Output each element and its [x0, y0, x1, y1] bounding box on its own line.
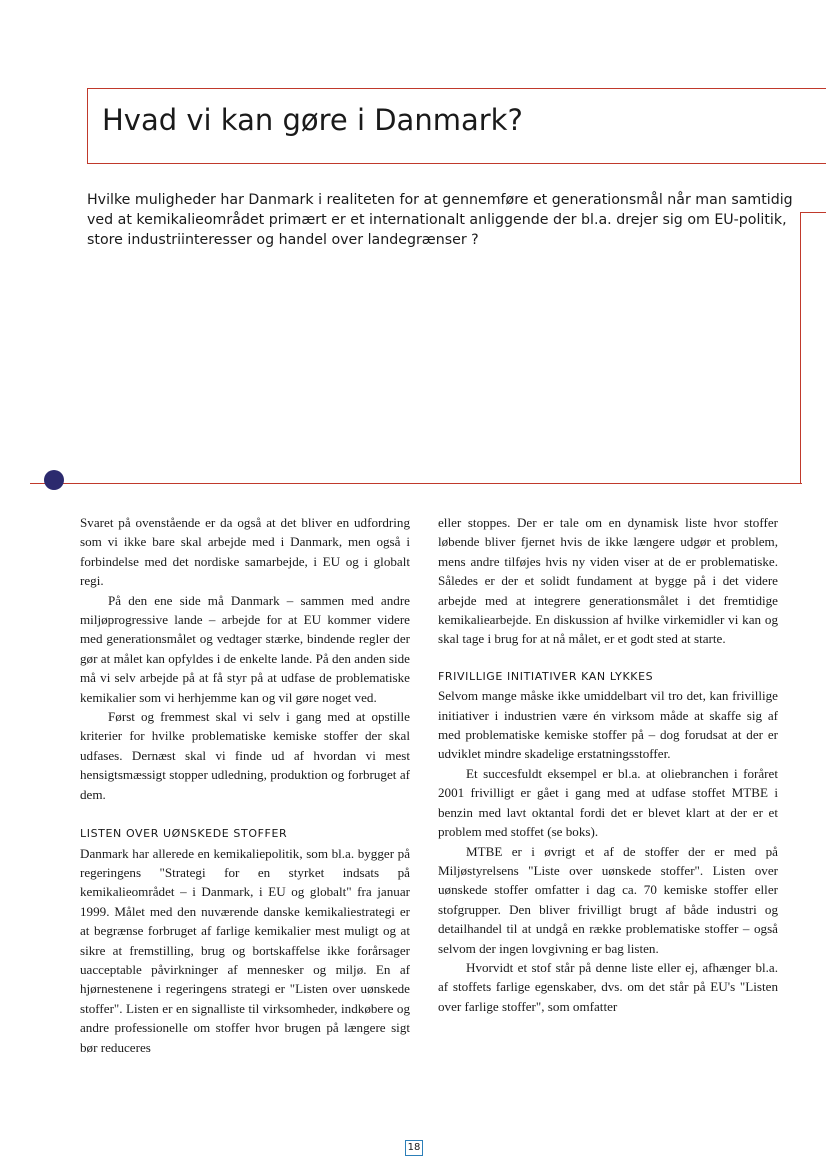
section-heading: LISTEN OVER UØNSKEDE STOFFER	[80, 827, 288, 841]
body-paragraph: Hvorvidt et stof står på denne liste eller ej, afhænger bl.a. af stoffets farlige egenskaber, dvs. om det står på EU's "Listen over farlige stoffer", som omfatter	[438, 959, 778, 1014]
right-column	[438, 513, 778, 1016]
body-paragraph: eller stoppes. Der er tale om en dynamisk liste hvor stoffer løbende bliver fjernet hvis de ikke længere udgør et problem, mens andre tilføjes hvis ny viden viser at de er problematiske. Således er der et solidt fundament at bygge på i det videre arbejde med at integrere generationsmålet i det fremtidige kemikaliearbejde. En diskussion af hvilke virkemidler vi kan og skal tage i brug for at nå målet, er et godt sted at starte.	[438, 515, 778, 647]
body-paragraph: På den ene side må Danmark – sammen med andre miljøprogressive lande – arbejde for at EU kommer videre med generationsmålet og vedtager stærke, bindende regler der gør at målet kan opfyldes i de enkelte lande. På den anden side må vi selv arbejde på at få styr på at udfase de problematiske kemikalier som vi herhjemme kan og vil gøre noget ved.	[80, 592, 410, 705]
intro-line: ved at kemikalieområdet primært er et internationalt anliggende der bl.a. drejer sig om EU-politik,	[87, 212, 787, 228]
page-number: 18	[405, 1140, 423, 1156]
section-heading: FRIVILLIGE INITIATIVER KAN LYKKES	[438, 669, 654, 683]
frame-bottom-rule	[30, 483, 802, 484]
intro-text	[87, 190, 793, 250]
body-paragraph: Svaret på ovenstående er da også at det bliver en udfordring som vi ikke bare skal arbejde med i Danmark, men også i forbindelse med det nordiske samarbejde, i EU og i globalt regi.	[80, 515, 410, 589]
body-paragraph: Først og fremmest skal vi selv i gang med at opstille kriterier for hvilke problematiske kemiske stoffer der skal udfases. Dernæst skal vi finde ud af hvordan vi mest hensigtsmæssigt stopper udledning, produktion og forbruget af dem.	[80, 709, 410, 802]
body-paragraph: Danmark har allerede en kemikaliepolitik, som bl.a. bygger på regeringens "Strategi for en styrket indsats på kemikalieområdet – i Danmark, i EU og globalt" fra januar 1999. Målet med den nuværende danske kemikaliestrategi er at begrænse forbruget af farlige kemikalier mest muligt og at sikre at fremstilling, brug og bortskaffelse ikke forårsager uacceptable påvirkninger af mennesker og miljø. En af hjørnestenene i regeringens strategi er "Listen over uønskede stoffer". Listen er en signalliste til virksomheder, indkøbere og andre professionelle om stoffer hvor brugen på længere sigt bør reduceres	[80, 845, 410, 1055]
body-paragraph: Et succesfuldt eksempel er bl.a. at oliebranchen i foråret 2001 frivilligt er gået i gang med at udfase stoffet MTBE i benzin med lavt oktantal fordi det er blevet klart at der er et problem med stoffet (se boks).	[438, 765, 778, 840]
intro-line: Hvilke muligheder har Danmark i realiteten for at gennemføre et generationsmål når man samtidig	[87, 192, 793, 208]
title-box	[87, 88, 826, 164]
left-column	[80, 513, 410, 1057]
body-paragraph: MTBE er i øvrigt et af de stoffer der er med på Miljøstyrelsens "Liste over uønskede stoffer". Listen over uønskede stoffer omfatter i dag ca. 70 kemiske stoffer eller stofgrupper. Den bliver frivilligt brugt af både industri og detailhandel til at undgå en række problematiske stoffer – også selvom der ingen lovgivning er bag listen.	[438, 843, 778, 956]
frame-right-bracket	[800, 212, 826, 484]
bullet-dot-icon	[44, 470, 64, 490]
body-paragraph: Selvom mange måske ikke umiddelbart vil tro det, kan frivillige initiativer i industrien være én virksom måde at skaffe sig af med problematiske kemiske stoffer på – dog forudsat at der er udviklet mindre skadelige erstatningsstoffer.	[438, 688, 778, 762]
intro-line: store industriinteresser og handel over landegrænser ?	[87, 232, 479, 248]
page-title: Hvad vi kan gøre i Danmark?	[102, 103, 523, 137]
